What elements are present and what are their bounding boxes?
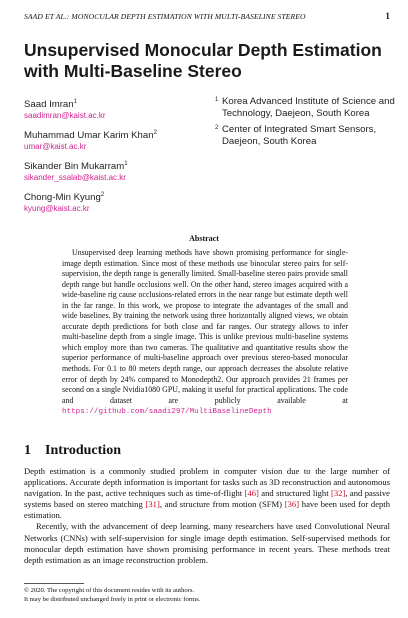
affiliation-text: Center of Integrated Smart Sensors, Daejeon, South Korea bbox=[222, 124, 377, 147]
author-affil-mark: 2 bbox=[100, 192, 105, 198]
text-run: , and passive systems based on stereo matching bbox=[24, 488, 390, 510]
author-entry bbox=[24, 127, 214, 152]
citation-link[interactable]: [31] bbox=[145, 499, 160, 510]
footnote-line: © 2020. The copyright of this document resides with its authors. bbox=[24, 587, 195, 594]
author-email-link[interactable]: sikander_ssalab@kaist.ac.kr bbox=[24, 173, 126, 182]
citation-link[interactable]: [32] bbox=[331, 488, 346, 499]
author-name: Saad Imran bbox=[24, 99, 74, 110]
footnote-divider bbox=[24, 583, 84, 584]
author-email-link[interactable]: saadimran@kaist.ac.kr bbox=[24, 111, 106, 120]
author-entry bbox=[24, 158, 214, 183]
author-affil-mark: 1 bbox=[124, 161, 128, 167]
section-body bbox=[24, 466, 390, 566]
running-header-text: SAAD ET AL.: MONOCULAR DEPTH ESTIMATION WITH MULTI-BASELINE STEREO bbox=[24, 11, 306, 21]
paragraph: Recently, with the advancement of deep learning, many researchers have used Convolutional Neural Networks (CNNs) with self-supervision for single image depth estimation. Self-supervised methods for monocular depth estimation have shown promising performance in recent years. These methods treat depth estimation as an image reconstruction problem. bbox=[24, 521, 390, 565]
text-run: have been used for depth estimation. bbox=[24, 499, 390, 521]
footnote-line: It may be distributed unchanged freely in print or electronic forms. bbox=[24, 595, 201, 603]
author-name: Sikander Bin Mukarram bbox=[24, 161, 125, 172]
affiliation-mark: 2 bbox=[215, 125, 219, 131]
code-url-link[interactable]: https://github.com/saadi297/MultiBaselineDepth bbox=[62, 408, 272, 417]
paragraph bbox=[24, 466, 390, 521]
citation-link[interactable]: [36] bbox=[284, 499, 300, 510]
text-run: , and structure from motion (SFM) bbox=[159, 499, 285, 510]
author-entry bbox=[24, 189, 214, 214]
affiliation-mark: 1 bbox=[215, 97, 219, 103]
abstract-text: Unsupervised deep learning methods have shown promising performance for single-image depth estimation. Since most of these methods use binocular stereo pairs for self-supervision, the depth range is generally limited. Small-baseline stereo pairs provide small depth range but handle occlusions well. On the other hand, stereo images acquired with a wide-baseline rig cause occlusions-related errors in the near range but estimate depth well in the far range. In this work, we propose to integrate the advantages of the small and wide baselines. By training the network using three horizontally aligned views, we obtain accurate depth predictions for both close and far ranges. Our strategy allows to infer multi-baseline depth from a single image. This is unlike previous multi-baseline systems which employ more than two cameras. The qualitative and quantitative results show the superior performance of multi-baseline approach over previous stereo-based monocular methods. For 0.1 to 80 meters depth range, our approach decreases the absolute relative error of depth by 24% compared to Monodepth2. Our approach provides 21 frames per second on a single Nvidia1080 GPU, making it useful for practical applications. The code and dataset are publicly available at bbox=[62, 248, 348, 405]
copyright-footnote bbox=[24, 587, 384, 604]
affiliation-list bbox=[215, 96, 395, 152]
citation-link[interactable]: [46] bbox=[244, 488, 259, 499]
paper-title: Unsupervised Monocular Depth Estimation with Multi-Baseline Stereo bbox=[24, 40, 382, 81]
affiliation-entry bbox=[215, 96, 395, 120]
running-header bbox=[24, 10, 390, 22]
author-list bbox=[24, 96, 214, 220]
author-email-link[interactable]: kyung@kaist.ac.kr bbox=[24, 204, 90, 213]
affiliation-entry bbox=[215, 124, 395, 148]
text-run: Depth estimation is a commonly studied problem in computer vision due to the large number of applications. Accurate depth information is important for tasks such as 3D reconstruction and autonomous navigation. In the past, active techniques such as time-of-flight bbox=[24, 466, 390, 499]
section-title: Introduction bbox=[45, 443, 121, 458]
page-number: 1 bbox=[385, 11, 390, 21]
author-name: Muhammad Umar Karim Khan bbox=[24, 130, 154, 141]
author-email-link[interactable]: umar@kaist.ac.kr bbox=[24, 142, 87, 151]
text-run: and structured light bbox=[258, 488, 332, 499]
abstract-body bbox=[62, 248, 348, 418]
abstract-heading: Abstract bbox=[189, 234, 219, 243]
author-affil-mark: 2 bbox=[153, 130, 157, 136]
author-entry bbox=[24, 96, 214, 121]
author-affil-mark: 1 bbox=[73, 99, 77, 105]
section-heading bbox=[24, 443, 121, 459]
section-number: 1 bbox=[24, 443, 31, 458]
affiliation-text: Korea Advanced Institute of Science and Technology, Daejeon, South Korea bbox=[222, 96, 395, 119]
author-name: Chong-Min Kyung bbox=[24, 192, 101, 203]
